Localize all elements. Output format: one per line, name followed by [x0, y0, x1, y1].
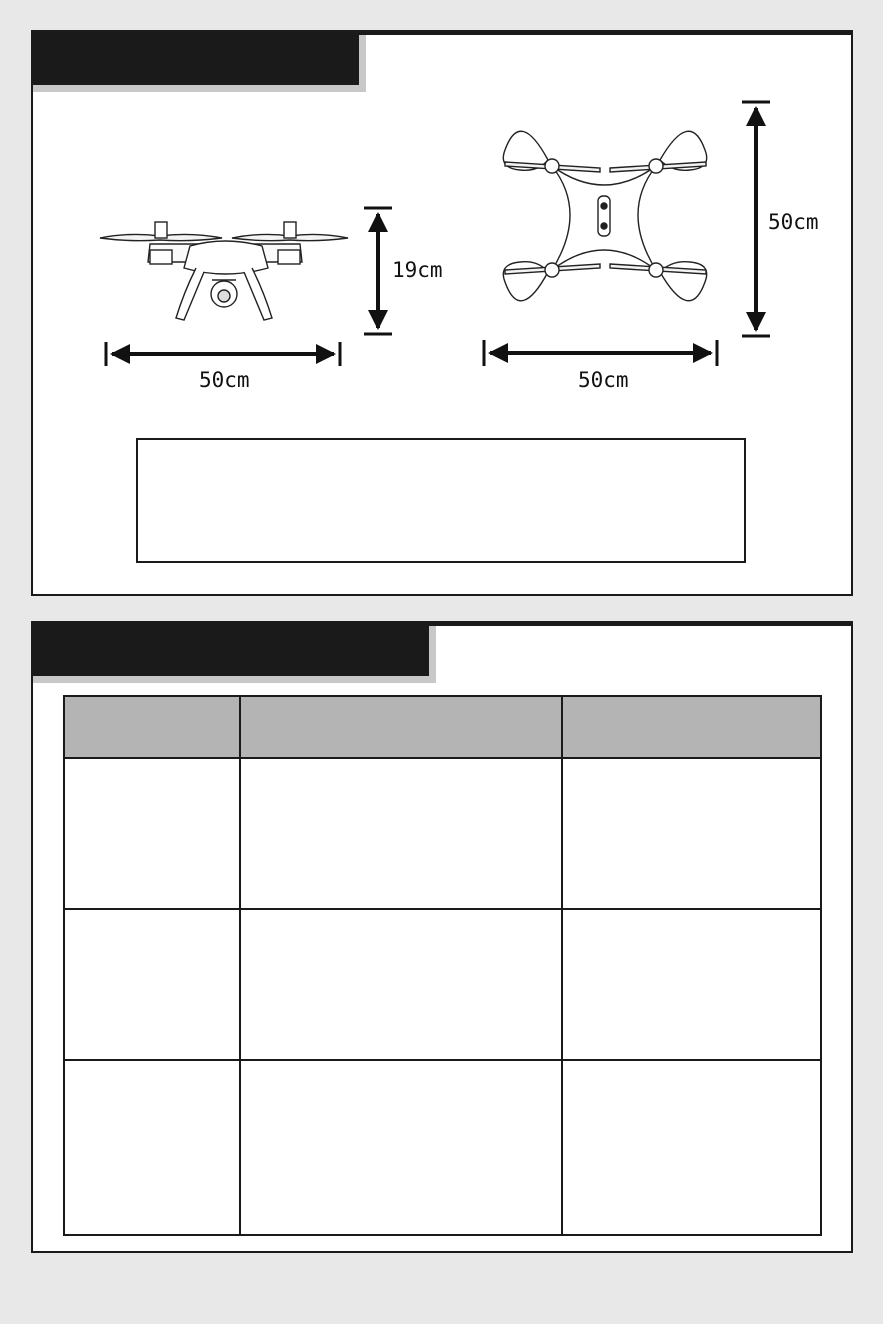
table-cell [64, 758, 240, 909]
table-cell [562, 758, 821, 909]
table-cell [64, 1060, 240, 1235]
table-row [64, 1060, 821, 1235]
drone-side-view-icon [100, 222, 348, 320]
table-row [64, 909, 821, 1060]
table-cell [240, 1060, 562, 1235]
side-height-label: 19cm [392, 258, 443, 282]
top-length-label: 50cm [768, 210, 819, 234]
table-header-row [64, 696, 821, 758]
table-header-cell [240, 696, 562, 758]
table-cell [562, 1060, 821, 1235]
specifications-table [63, 695, 822, 1236]
notice-box [136, 438, 746, 563]
table-cell [240, 758, 562, 909]
drone-top-view-icon [503, 131, 706, 301]
top-width-label: 50cm [578, 368, 629, 392]
table-header-cell [562, 696, 821, 758]
table-header-cell [64, 696, 240, 758]
dimension-arrows [106, 102, 770, 366]
table-cell [240, 909, 562, 1060]
table-cell [64, 909, 240, 1060]
table-cell [562, 909, 821, 1060]
side-width-label: 50cm [199, 368, 250, 392]
table-row [64, 758, 821, 909]
